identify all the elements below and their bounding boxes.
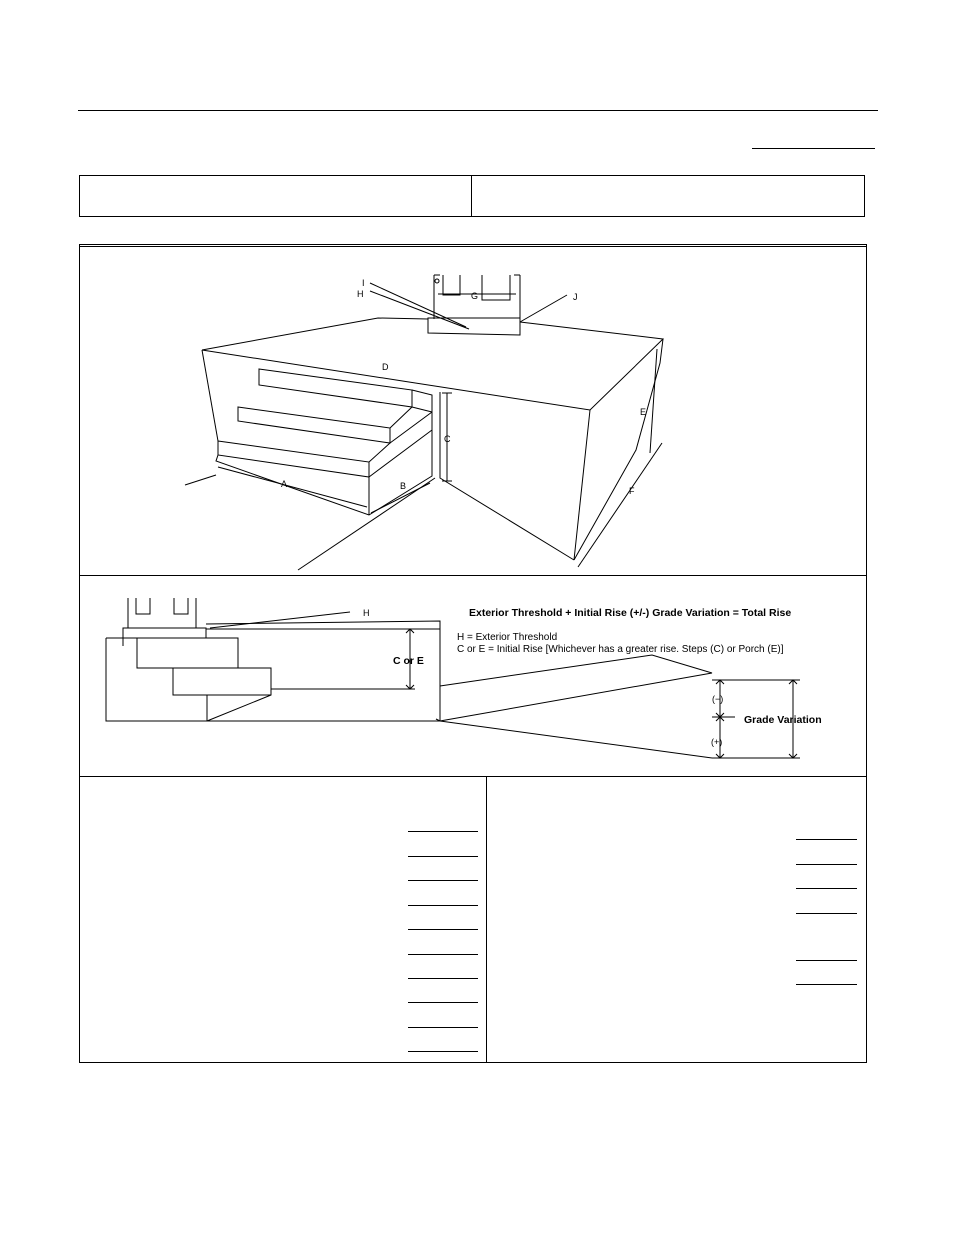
porch-right-wall bbox=[574, 339, 663, 560]
label-c: C bbox=[444, 434, 451, 444]
label-h: H bbox=[357, 289, 364, 299]
leader-j bbox=[520, 295, 567, 322]
label-j: J bbox=[573, 292, 578, 302]
door-side-view bbox=[123, 598, 206, 646]
right-answer-line[interactable] bbox=[796, 960, 857, 961]
label-c-or-e: C or E bbox=[393, 655, 424, 667]
label-plus: (+) bbox=[711, 737, 723, 747]
right-answer-line[interactable] bbox=[796, 984, 857, 985]
stairs bbox=[216, 369, 432, 515]
right-answer-line[interactable] bbox=[796, 888, 857, 889]
stairs-side-view bbox=[106, 638, 271, 721]
leader-h bbox=[370, 291, 469, 329]
right-answer-line[interactable] bbox=[796, 864, 857, 865]
left-answer-line[interactable] bbox=[408, 880, 478, 881]
rise-label-h: H bbox=[363, 608, 370, 618]
label-e: E bbox=[640, 407, 647, 417]
label-grade-variation: Grade Variation bbox=[744, 714, 822, 726]
porch-front-wall bbox=[574, 410, 590, 560]
total-rise-panel bbox=[80, 576, 866, 777]
left-answer-line[interactable] bbox=[408, 978, 478, 979]
grade-line-front bbox=[298, 478, 435, 570]
note-exterior-threshold: H = Exterior Threshold bbox=[457, 632, 558, 643]
threshold-block bbox=[428, 318, 520, 335]
grade-line-left bbox=[185, 475, 216, 485]
top-rule bbox=[78, 110, 878, 111]
left-answer-line[interactable] bbox=[408, 929, 478, 930]
label-b: B bbox=[400, 481, 407, 491]
right-answer-line[interactable] bbox=[796, 913, 857, 914]
right-answer-line[interactable] bbox=[796, 839, 857, 840]
note-initial-rise: C or E = Initial Rise [Whichever has a greater rise. Steps (C) or Porch (E)] bbox=[457, 644, 784, 655]
column-divider bbox=[486, 777, 487, 1062]
left-answer-line[interactable] bbox=[408, 905, 478, 906]
left-answer-line[interactable] bbox=[408, 1051, 478, 1052]
label-f: F bbox=[629, 486, 635, 496]
header-cell-right[interactable] bbox=[472, 176, 864, 216]
label-d: D bbox=[382, 362, 389, 372]
dimension-f bbox=[578, 443, 662, 567]
porch-isometric-diagram bbox=[80, 245, 866, 576]
left-answer-line[interactable] bbox=[408, 954, 478, 955]
left-answer-line[interactable] bbox=[408, 831, 478, 832]
header-cell-left[interactable] bbox=[80, 176, 472, 216]
label-a: A bbox=[281, 479, 288, 489]
left-answer-line[interactable] bbox=[408, 1027, 478, 1028]
porch-isometric-panel bbox=[80, 245, 866, 576]
label-i: I bbox=[362, 278, 365, 288]
left-answer-line[interactable] bbox=[408, 1002, 478, 1003]
header-info-box bbox=[79, 175, 865, 217]
grade-slope bbox=[436, 655, 712, 758]
measurements-panel bbox=[80, 777, 866, 1062]
left-answer-line[interactable] bbox=[408, 856, 478, 857]
label-g: G bbox=[471, 291, 479, 301]
rise-formula: Exterior Threshold + Initial Rise (+/-) Grade Variation = Total Rise bbox=[469, 607, 792, 619]
date-blank-line[interactable] bbox=[752, 148, 875, 149]
label-minus: (−) bbox=[712, 694, 724, 704]
measurement-form bbox=[79, 244, 867, 1063]
total-rise-diagram bbox=[80, 576, 866, 777]
leader-i bbox=[370, 283, 466, 327]
